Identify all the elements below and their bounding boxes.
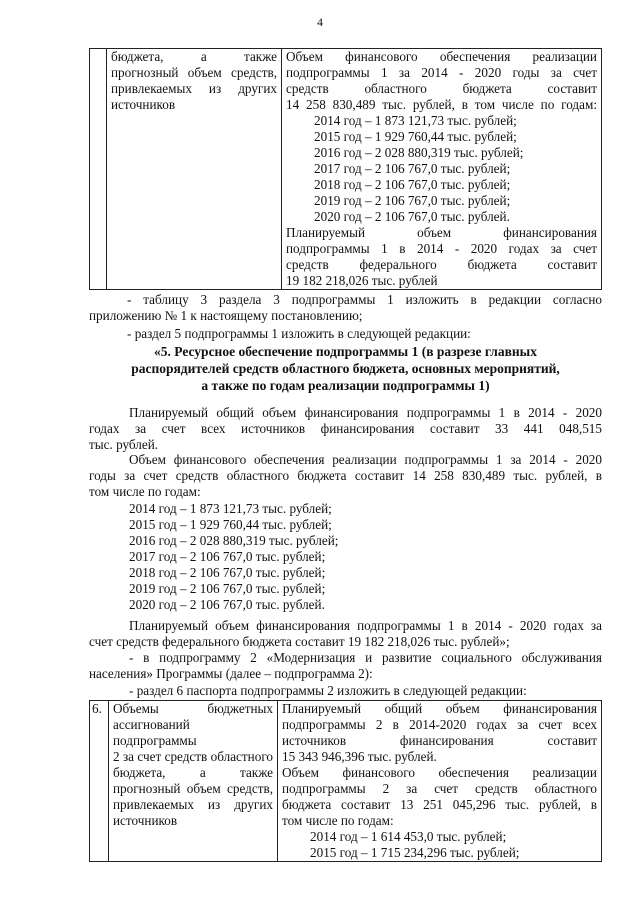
year-line: 2016 год – 2 028 880,319 тыс. рублей; — [314, 145, 524, 160]
program2-paragraph — [89, 650, 602, 682]
value-line: 14 258 830,489 тыс. рублей, в том числе по годам: — [286, 97, 597, 112]
year-line: 2017 год – 2 106 767,0 тыс. рублей; — [314, 161, 511, 176]
page-number: 4 — [317, 15, 323, 29]
year-line: 2016 год – 2 028 880,319 тыс. рублей; — [129, 533, 339, 548]
text-line: населения» Программы (далее – подпрограмма 2): — [89, 666, 373, 681]
text-line: - раздел 6 паспорта подпрограммы 2 изложить в следующей редакции: — [129, 683, 527, 698]
text-line: тыс. рублей. — [89, 437, 159, 452]
year-line: 2014 год – 1 873 121,73 тыс. рублей; — [314, 113, 517, 128]
value-line: Планируемый общий объем финансирования — [282, 701, 597, 716]
text-line: - раздел 5 подпрограммы 1 изложить в следующей редакции: — [127, 326, 471, 341]
text-line: - в подпрограмму 2 «Модернизация и развитие социального обслуживания — [129, 650, 602, 665]
year-line: 2015 год – 1 715 234,296 тыс. рублей; — [310, 845, 520, 860]
passport-table — [89, 700, 602, 862]
text-line: годах за счет всех источников финансирования составит 33 441 048,515 — [89, 421, 602, 436]
label-line: Объемы бюджетных — [113, 701, 273, 716]
value-line: Объем финансового обеспечения реализации — [282, 765, 597, 780]
year-line: 2018 год – 2 106 767,0 тыс. рублей; — [129, 565, 326, 580]
text-line: приложению № 1 к настоящему постановлению; — [89, 308, 363, 323]
label-line: прогнозный объем средств, — [113, 781, 273, 796]
label-line: привлекаемых из других — [113, 797, 273, 812]
text-line: Планируемый объем финансирования подпрограммы 1 в 2014 - 2020 годах за — [129, 618, 602, 633]
year-line: 2019 год – 2 106 767,0 тыс. рублей; — [314, 193, 511, 208]
label-cell — [109, 701, 278, 862]
year-line: 2020 год – 2 106 767,0 тыс. рублей. — [314, 209, 510, 224]
heading-line: «5. Ресурсное обеспечение подпрограммы 1 (в разрезе главных — [154, 344, 537, 359]
value-line: подпрограммы 2 за счет средств областного — [282, 781, 597, 796]
value-line: средств областного бюджета составит — [286, 81, 597, 96]
year-line: 2015 год – 1 929 760,44 тыс. рублей; — [314, 129, 517, 144]
label-line: источников — [113, 813, 178, 828]
total-funding-paragraph — [89, 405, 602, 453]
label-cell — [107, 49, 282, 290]
text-line: счет средств федерального бюджета составит 19 182 218,026 тыс. рублей»; — [89, 634, 510, 649]
row-number: 6. — [90, 701, 109, 862]
year-line: 2015 год – 1 929 760,44 тыс. рублей; — [129, 517, 332, 532]
label-line: ассигнований подпрограммы — [113, 717, 197, 748]
value-line: подпрограммы 1 за 2014 - 2020 годы за счет — [286, 65, 597, 80]
value-line: 19 182 218,026 тыс. рублей — [286, 273, 438, 288]
label-line: бюджета, а также — [111, 49, 277, 64]
year-line: 2018 год – 2 106 767,0 тыс. рублей; — [314, 177, 511, 192]
section6-paragraph — [89, 683, 602, 699]
amendment-section5 — [89, 326, 602, 342]
label-line: бюджета, а также — [113, 765, 273, 780]
year-line: 2014 год – 1 873 121,73 тыс. рублей; — [129, 501, 332, 516]
value-line: бюджета составит 13 251 045,296 тыс. рублей, в — [282, 797, 597, 812]
text-line: годы за счет средств областного бюджета составит 14 258 830,489 тыс. рублей, в — [89, 468, 602, 483]
year-line: 2019 год – 2 106 767,0 тыс. рублей; — [129, 581, 326, 596]
value-line: 15 343 946,396 тыс. рублей. — [282, 749, 437, 764]
heading-line: распорядителей средств областного бюджета, основных мероприятий, — [131, 361, 560, 376]
year-line: 2014 год – 1 614 453,0 тыс. рублей; — [310, 829, 507, 844]
passport-table-continued — [89, 48, 602, 290]
value-cell — [282, 49, 602, 290]
value-line: том числе по годам: — [282, 813, 394, 828]
regional-funding-paragraph — [89, 452, 602, 500]
value-line: Объем финансового обеспечения реализации — [286, 49, 597, 64]
text-line: Объем финансового обеспечения реализации подпрограммы 1 за 2014 - 2020 — [129, 452, 602, 467]
value-cell — [278, 701, 602, 862]
label-line: 2 за счет средств областного — [113, 749, 273, 764]
heading-line: а также по годам реализации подпрограммы 1) — [201, 378, 490, 393]
text-line: том числе по годам: — [89, 484, 201, 499]
year-line: 2017 год – 2 106 767,0 тыс. рублей; — [129, 549, 326, 564]
value-line: Планируемый объем финансирования — [286, 225, 597, 240]
year-line: 2020 год – 2 106 767,0 тыс. рублей. — [129, 597, 325, 612]
federal-funding-paragraph — [89, 618, 602, 650]
value-line: источников финансирования составит — [282, 733, 597, 748]
value-line: средств федерального бюджета составит — [286, 257, 597, 272]
number-cell — [90, 49, 107, 290]
section-heading — [89, 343, 602, 394]
years-list — [89, 501, 602, 613]
label-line: прогнозный объем средств, — [111, 65, 277, 80]
text-line: - таблицу 3 раздела 3 подпрограммы 1 изложить в редакции согласно — [127, 292, 602, 307]
value-line: подпрограммы 1 в 2014 - 2020 годах за счет — [286, 241, 597, 256]
amendment-table3 — [89, 292, 602, 324]
text-line: Планируемый общий объем финансирования подпрограммы 1 в 2014 - 2020 — [129, 405, 602, 420]
value-line: подпрограммы 2 в 2014-2020 годах за счет всех — [282, 717, 597, 732]
label-line: привлекаемых из других — [111, 81, 277, 96]
label-line: источников — [111, 97, 176, 112]
